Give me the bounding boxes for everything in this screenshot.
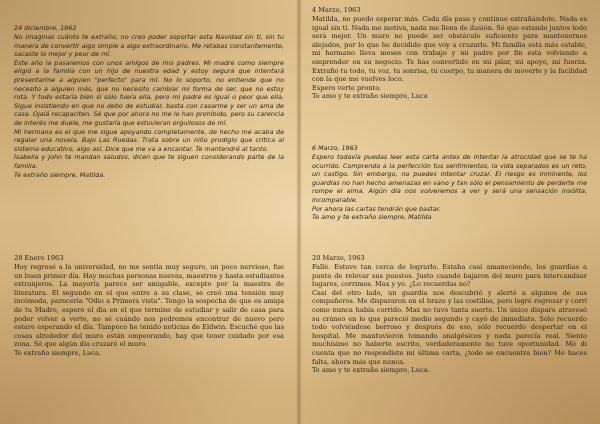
letter-date: 6 Marzo, 1963: [312, 144, 358, 152]
letter-paragraph: Isabella y John te mandan saludos, dicen que te siguen considerando parte de la familia.: [14, 153, 284, 170]
letter-signoff: Te extraño siempre, Luca.: [14, 349, 102, 358]
letter-signoff: Te amo y te extraño siempre, Luca.: [312, 366, 430, 375]
letter-paragraph: No imaginas cuánto te extraño, no creo poder soportar esta Navidad sin ti, sin tu manera de convertir algo simple a algo extraordinario. Me retabas constantemente, sacaste lo mejor y peor de mí.: [14, 33, 284, 59]
letter-luca-jan-1963: [14, 254, 284, 358]
letter-signoff: Te extraño siempre, Matilda.: [14, 170, 106, 179]
letter-date: 28 Enero 1963: [14, 254, 64, 262]
letter-date: 24 diciembre, 1962: [14, 24, 77, 32]
letter-luca-mar20-1963: [312, 254, 587, 375]
letter-paragraph: Este año la pasaremos con unos amigos de mis padres. Mi madre como siempre eligió a la familia con un hijo de nuestra edad y estoy segura que intentará presentarme a alguien "perfecto" para mí. No lo soporto, no entiende que no necesito a alguien más, que no necesito cambiar mi forma de ser, que no estoy rota. Y todo estaría bien si sólo fuera ella, pero mi padre es igual o peor que ella. Sigue insistiendo en que no debo de estudiar, basta con casarme y ser un ama de casa. Ojalá recapaciten. Sé que por ahora no me lo han prohibido, pero su carencia de interés me duele, me gustaría que estuvieran orgullosos de mí.: [14, 58, 284, 128]
letter-paragraph: Espero verte pronto.: [312, 83, 382, 92]
letter-paragraph: Matilda, no puedo esperar más. Cada día pasa y continuo extrañándote. Nada es igual sin ti. Nada me motiva, nada me llena de ilusión. Sé que estando juntos todo será mejor. Un muro no puede ser obstáculo suficiente para mantenernos alejados, por lo que he decidido que voy a cruzarlo. Mi familia está más estable, mi hermano lleva meses con trabajo y mi padre por fin está volviendo a emprender en su negocio. Te has convertido en mi pilar, mi apoyo, mi fuerza. Extraño tu todo, tu voz, tu sonrisa, tu cuerpo, tu manera de moverte y la facilidad con la que me vuelves loco.: [312, 15, 588, 84]
letter-luca-mar4-1963: [312, 6, 587, 101]
letter-date: 4 Marzo, 1963: [312, 6, 361, 14]
letter-paragraph: Mi hermano es el que me sigue apoyando completamente, de hecho me acaba de regalar una novela, Bajo Las Ruedas. Trata sobre un niño prodigio que critica al sistema educativo, algo así. Dice que me va a encantar. Te mantendré al tanto.: [14, 127, 284, 153]
letter-paragraph: Espero todavía puedas leer esta carta antes de intentar la atrocidad que se te ha ocurrido. Comprendo a la perfección tus sentimientos, la vida separados es un reto, un castigo. Sin embargo, no puedes intentar cruzar. El riesgo es inminente, los guardias no han hecho amenazas en vano y tan sólo el pensamiento de perderte me rompe el alma. Algún día nos volveremos a ver y será una sensación insólita, incomparable.: [312, 153, 587, 205]
letter-signoff: Te amo y te extraño siempre, Luca: [312, 92, 428, 101]
letter-paragraph: Fallé. Estuve tan cerca de lograrlo. Estaba casi amaneciendo, los guardias a punto de relevar sus puestos. Justo cuando bajaron del muro para intercambiar lugares, corrimos. Max y yo. ¿Lo recuerdas no?: [312, 263, 587, 289]
letter-paragraph: Hoy regresé a la universidad, no me sentía muy seguro, un poco nervioso, fue un buen primer día. Hay muchas personas nuevas, maestros y hasta estudiantes extranjeros. La mayoría parece ser amigable, excepto por la maestra de literatura. El segundo en el que entre a su clase, se creó una tensión muy incómoda, parecería "Odio a Primera vista". Tengo la sospecha de que es amiga de tu Madre, espero el día en el que termine de estudiar y salir de casa para poder volver a verte, no sé cuándo nos podremos encontrar de nuevo pero estare esperando el día. Tampoco he tenido noticias de Eldwin. Escuché que las cosas alrededor del muro están empeorando, hay que tener cuidado por esa zona. Sé que algún día cruzaré el muro.: [14, 263, 284, 349]
letter-paragraph: Casi del otro lado, un guardia nos descubrió y alertó a algunos de sus compañeros. Me dispararon en el brazo y las costillas, pero logré regresar y corrí como nunca había corrido. Max no tuvo tanta suerte. Un único disparo atravesó su cráneo en lo que pareció medio segundo y cayó de inmediato. Sólo recuerdo todo volviéndose borroso y después de eso, sólo recuerdo despertar en el hospital. Me mantuvieron tomando analgésicos y nada parecía real. Siento muchísimo no haberte escrito, verdaderamente no tuve oportunidad. Me di cuenta que no respondiste mi última carta, ¿todo se encuentra bien? Me haces falta, ahora más que nunca.: [312, 288, 587, 366]
page-fold: [296, 0, 302, 424]
letter-matilda-mar6-1963: [312, 144, 587, 222]
letter-date: 20 Marzo, 1963: [312, 254, 365, 262]
letter-matilda-dec-1962: [14, 24, 284, 179]
letter-paragraph: Por ahora las cartas tendrán que bastar.: [312, 204, 441, 213]
letter-signoff: Te amo y te extraño siempre, Matilda: [312, 213, 432, 222]
